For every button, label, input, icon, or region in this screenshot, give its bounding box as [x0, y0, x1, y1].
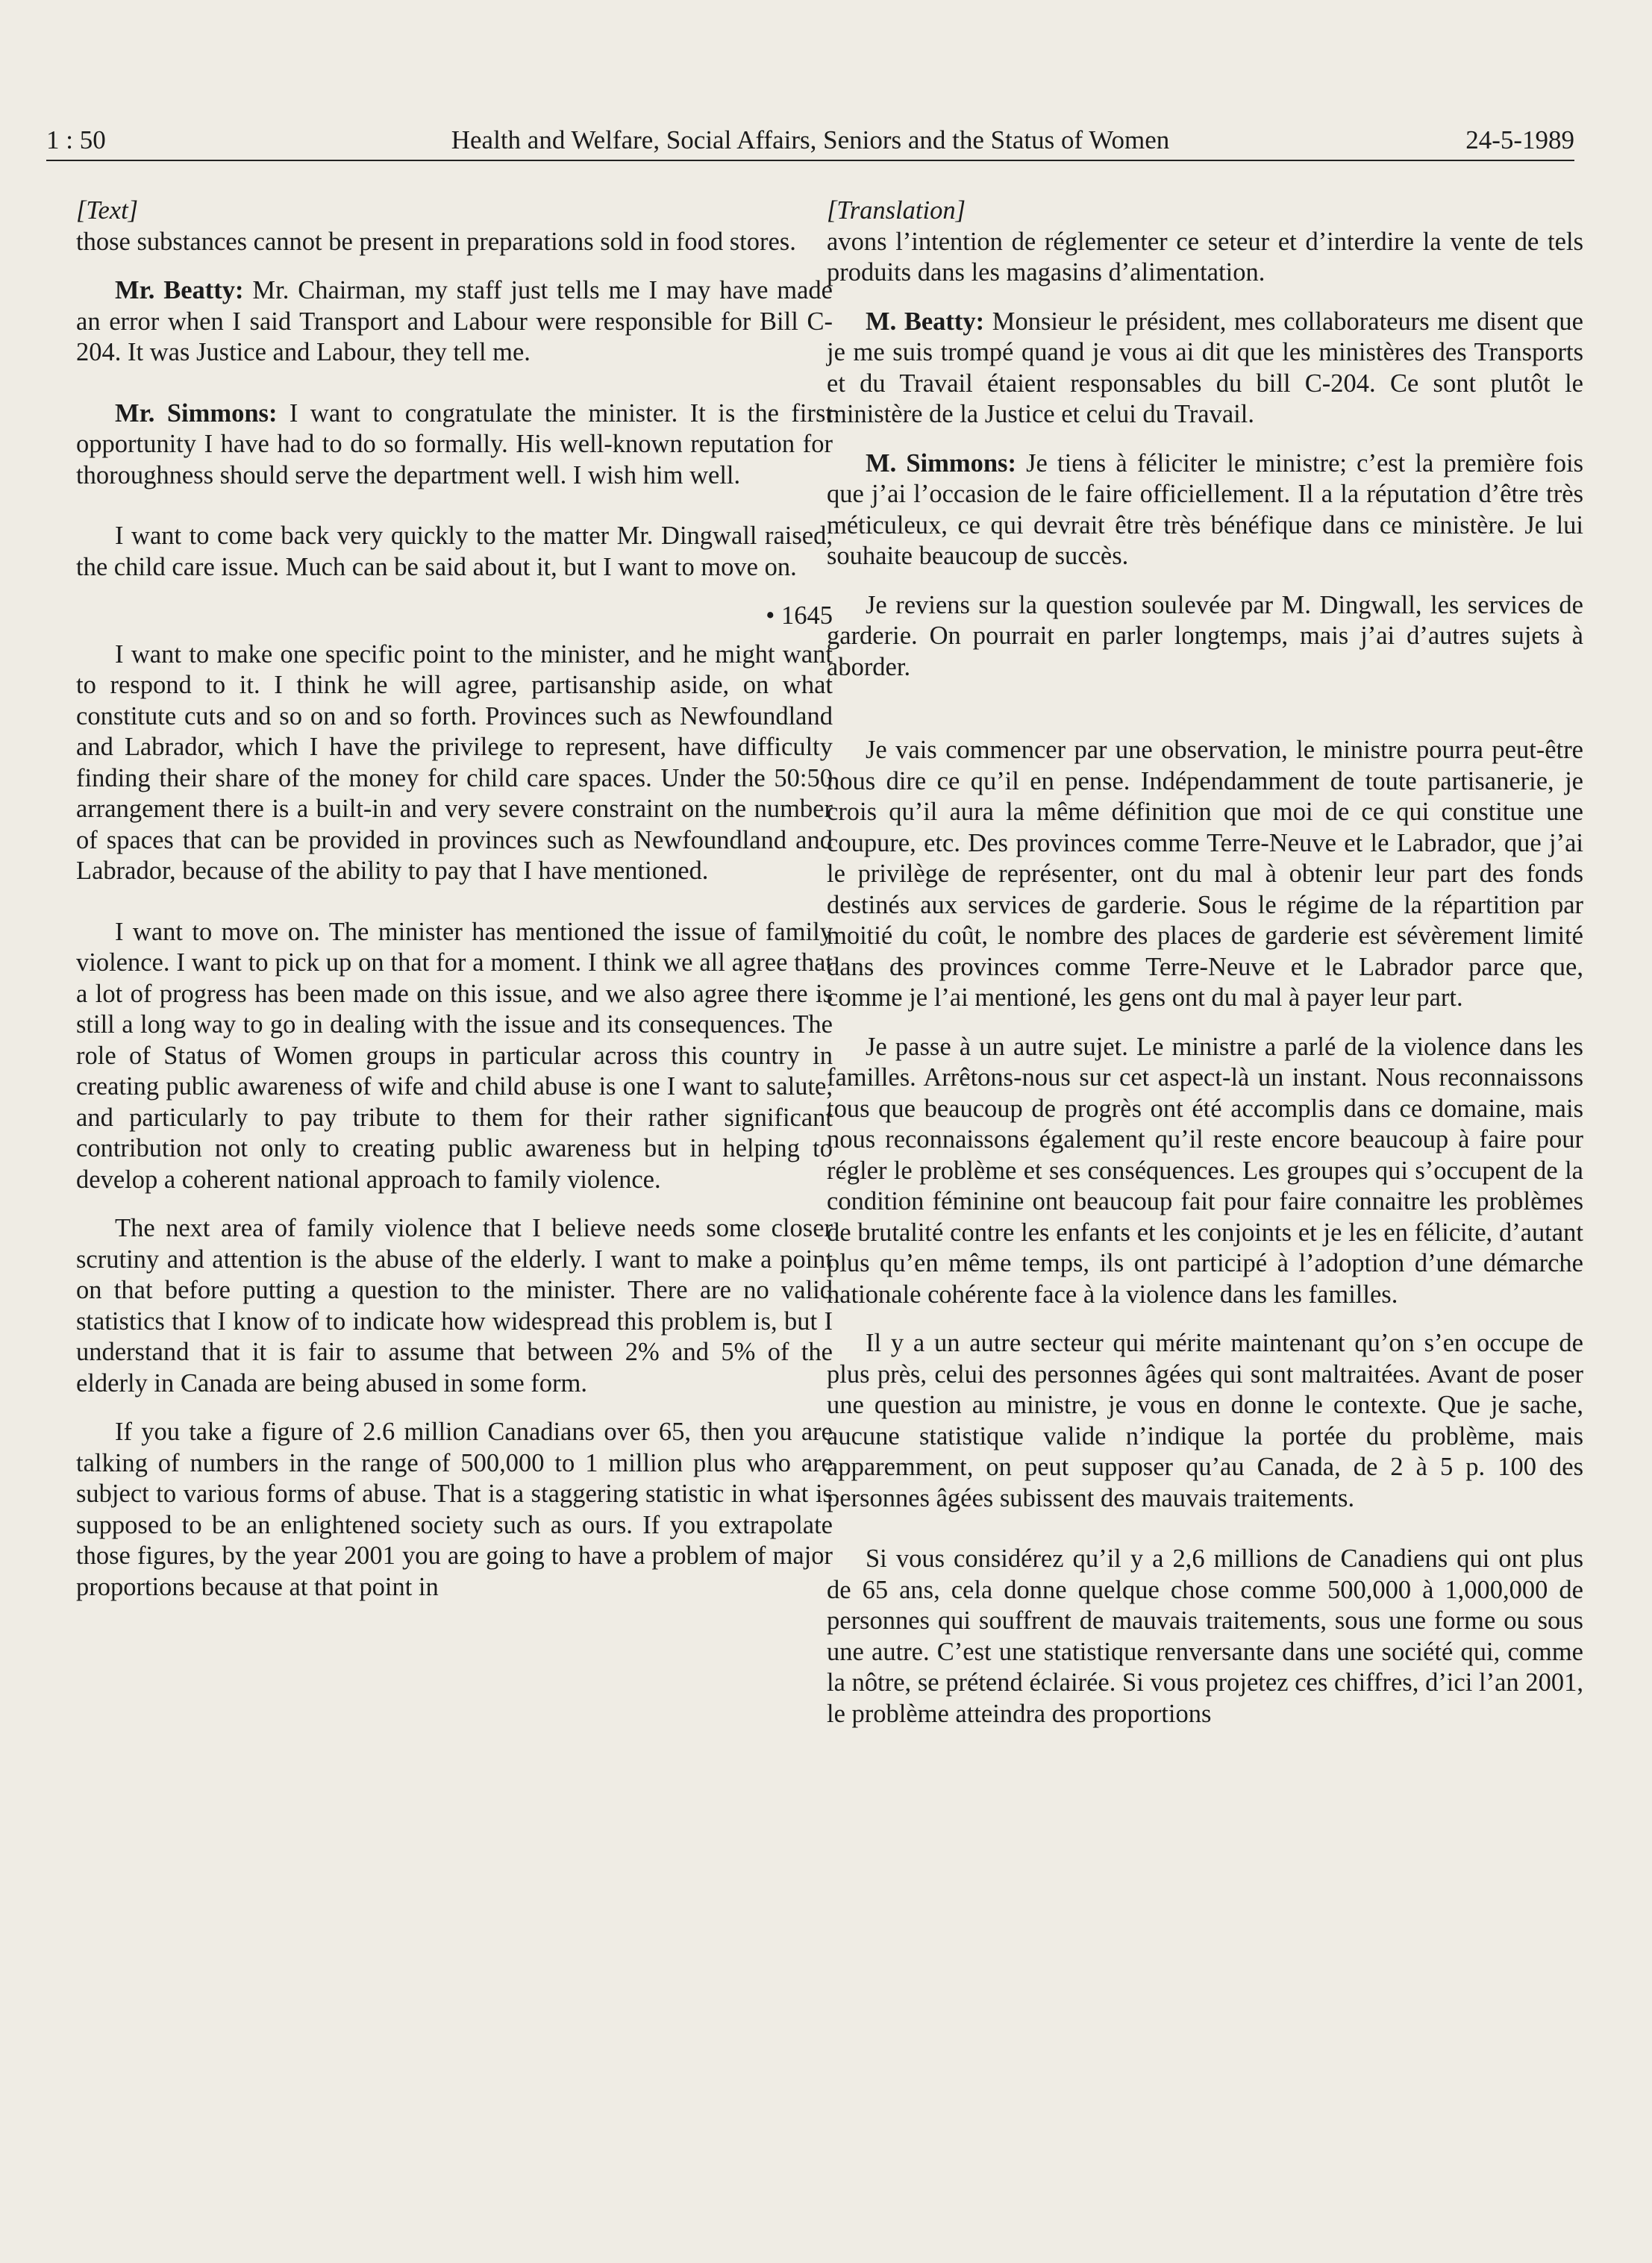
- speech-text: Monsieur le président, mes collaborateurs me disent que je me suis trompé quand je vous ai dit que les ministères des Transports et du Travail étaient responsables du bill C-204. Ce sont plutôt le ministère de la Justice et celui du Travail.: [827, 307, 1583, 428]
- paragraph: The next area of family violence that I believe needs some closer scrutiny and attention is the abuse of the elderly. I want to make a point on that before putting a question to the minister. There are no valid statistics that I know of to indicate how widespread this problem is, but I understand that it is fair to assume that between 2% and 5% of the elderly in Canada are being abused in some form.: [76, 1214, 833, 1397]
- speaker-name: Mr. Beatty:: [115, 276, 244, 304]
- page-number: 1 : 50: [46, 125, 106, 154]
- translation-label: [Translation]: [827, 196, 966, 225]
- english-column: [76, 195, 833, 1621]
- speaker-name: M. Simmons:: [866, 448, 1016, 478]
- paragraph: Il y a un autre secteur qui mérite maintenant qu’on s’en occupe de plus près, celui des personnes âgées qui sont maltraitées. Avant de poser une question au ministre, je vous en donne le contexte. Que je sache, aucune statistique valide n’indique la portée du problème, mais apparemment, on peut supposer qu’au Canada, de 2 à 5 p. 100 des personnes âgées subissent des mauvais traitements.: [827, 1329, 1583, 1512]
- page-header: [46, 118, 1574, 161]
- paragraph: I want to come back very quickly to the matter Mr. Dingwall raised, the child care issue. Much can be said about it, but I want to move on.: [76, 522, 833, 581]
- speech-text: Mr. Chairman, my staff just tells me I may have made an error when I said Transport and Labour were responsible for Bill C-204. It was Justice and Labour, they tell me.: [76, 276, 833, 366]
- paragraph: I want to make one specific point to the minister, and he might want to respond to it. I think he will agree, partisanship aside, on what constitute cuts and so on and so forth. Provinces such as Newfoundland and Labrador, which I have the privilege to represent, have difficulty finding their share of the money for child care spaces. Under the 50:50 arrangement there is a built-in and very severe constraint on the number of spaces that can be provided in provinces such as Newfoundland and Labrador, because of the ability to pay that I have mentioned.: [76, 639, 833, 885]
- paragraph: Je vais commencer par une observation, le ministre pourra peut-être nous dire ce qu’il en pense. Indépendamment de toute partisanerie, je crois qu’il aura la même définition que moi de ce qui constitue une coupure, etc. Des provinces comme Terre-Neuve et le Labrador, que j’ai le privilège de représenter, ont du mal à obtenir leur part des fonds destinés aux services de garderie. Sous le régime de la répartition par moitié du coût, le nombre des places de garderie est sévèrement limité dans des provinces comme Terre-Neuve et le Labrador parce que, comme je l’ai mentioné, les gens ont du mal à payer leur part.: [827, 736, 1583, 1012]
- paragraph: I want to move on. The minister has mentioned the issue of family violence. I want to pick up on that for a moment. I think we all agree that a lot of progress has been made on this issue, and we also agree there is still a long way to go in dealing with the issue and its consequences. The role of Status of Women groups in particular across this country in creating public awareness of wife and child abuse is one I want to salute, and particularly to pay tribute to them for their rather significant contribution not only to creating public awareness but in helping to develop a coherent national approach to family violence.: [76, 917, 833, 1194]
- paragraph: Je passe à un autre sujet. Le ministre a parlé de la violence dans les familles. Arrêtons-nous sur cet aspect-là un instant. Nous reconnaissons tous que beaucoup de progrès ont été accomplis dans ce domaine, mais nous reconnaissons également qu’il reste encore beaucoup à faire pour régler le problème et ses conséquences. Les groupes qui s’occupent de la condition féminine ont beaucoup fait pour faire connaitre les problèmes de brutalité contre les enfants et les conjoints et je les en félicite, d’autant plus qu’en même temps, ils ont participé à l’adoption d’une démarche nationale cohérente face à la violence dans les familles.: [827, 1032, 1583, 1309]
- paragraph-beatty: [76, 275, 833, 369]
- paragraph-simmons: [827, 448, 1583, 572]
- committee-title: Health and Welfare, Social Affairs, Seniors and the Status of Women: [451, 125, 1170, 154]
- speaker-name: Mr. Simmons:: [115, 398, 278, 428]
- paragraph: Si vous considérez qu’il y a 2,6 millions de Canadiens qui ont plus de 65 ans, cela donne quelque chose comme 500,000 à 1,000,000 de personnes qui souffrent de mauvais traitements, sous une forme ou sous une autre. C’est une statistique renversante dans une société qui, comme la nôtre, se prétend éclairée. Si vous projetez ces chiffres, d’ici l’an 2001, le problème atteindra des proportions: [827, 1544, 1583, 1728]
- page-date: 24-5-1989: [1465, 125, 1574, 154]
- french-column: [827, 195, 1583, 1747]
- paragraph: avons l’intention de réglementer ce seteur et d’interdire la vente de tels produits dans les magasins d’alimentation.: [827, 227, 1583, 287]
- paragraph: Je reviens sur la question soulevée par M. Dingwall, les services de garderie. On pourrait en parler longtemps, mais j’ai d’autres sujets à aborder.: [827, 590, 1583, 681]
- paragraph-simmons: [76, 398, 833, 492]
- timestamp: • 1645: [766, 601, 833, 630]
- speech-text: I want to congratulate the minister. It is the first opportunity I have had to do so formally. His well-known reputation for thoroughness should serve the department well. I wish him well.: [76, 398, 833, 489]
- paragraph-beatty: [827, 307, 1583, 431]
- speaker-name: M. Beatty:: [866, 307, 985, 336]
- paragraph: If you take a figure of 2.6 million Canadians over 65, then you are talking of numbers in the range of 500,000 to 1 million plus who are subject to various forms of abuse. That is a staggering statistic in what is supposed to be an enlightened society such as ours. If you extrapolate those figures, by the year 2001 you are going to have a problem of major proportions because at that point in: [76, 1418, 833, 1601]
- paragraph: those substances cannot be present in preparations sold in food stores.: [76, 227, 796, 256]
- speech-text: Je tiens à féliciter le ministre; c’est la première fois que j’ai l’occasion de le faire officiellement. Il a la réputation d’être très méticuleux, ce qui devrait être très bénéfique dans ce ministère. Je lui souhaite beaucoup de succès.: [827, 448, 1583, 570]
- text-label: [Text]: [76, 196, 139, 225]
